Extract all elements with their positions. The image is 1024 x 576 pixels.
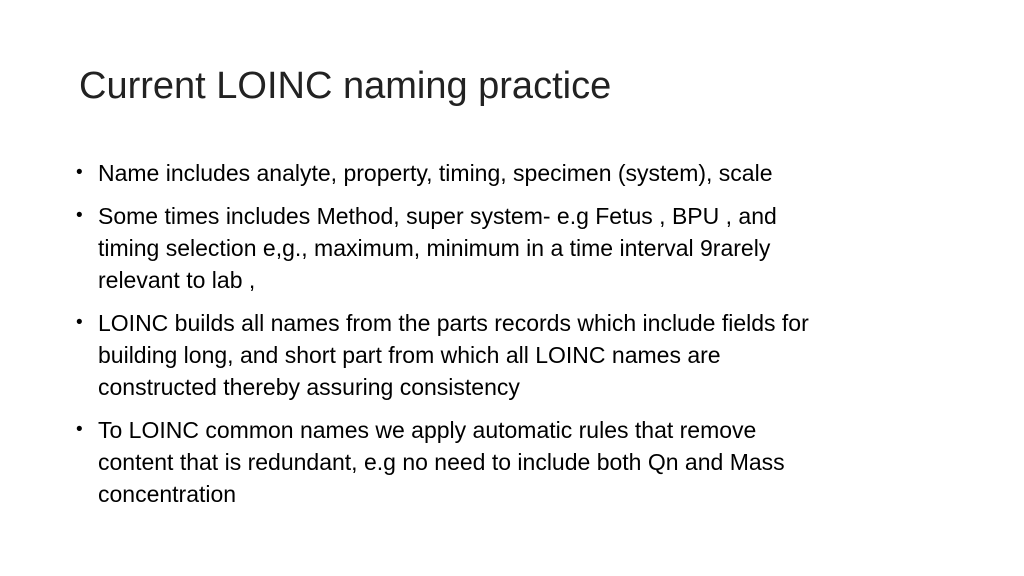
bullet-line: Some times includes Method, super system- e.g Fetus , BPU , and xyxy=(98,203,777,229)
bullet-marker: • xyxy=(76,312,83,333)
bullet-item xyxy=(74,157,974,189)
bullet-item xyxy=(74,307,974,403)
bullet-item xyxy=(74,414,974,510)
bullet-line: relevant to lab , xyxy=(98,267,256,293)
bullet-line: content that is redundant, e.g no need to include both Qn and Mass xyxy=(98,449,785,475)
bullet-line: LOINC builds all names from the parts records which include fields for xyxy=(98,310,809,336)
slide-title: Current LOINC naming practice xyxy=(79,65,612,107)
bullet-marker: • xyxy=(76,162,83,183)
bullet-line: To LOINC common names we apply automatic rules that remove xyxy=(98,417,757,443)
bullet-line: Name includes analyte, property, timing, specimen (system), scale xyxy=(98,160,773,186)
bullet-item xyxy=(74,200,974,296)
bullet-line: constructed thereby assuring consistency xyxy=(98,374,520,400)
bullet-marker: • xyxy=(76,205,83,226)
bullet-line: concentration xyxy=(98,481,237,507)
bullet-list xyxy=(74,157,974,521)
bullet-marker: • xyxy=(76,419,83,440)
bullet-line: timing selection e,g., maximum, minimum in a time interval 9rarely xyxy=(98,235,771,261)
bullet-line: building long, and short part from which all LOINC names are xyxy=(98,342,721,368)
